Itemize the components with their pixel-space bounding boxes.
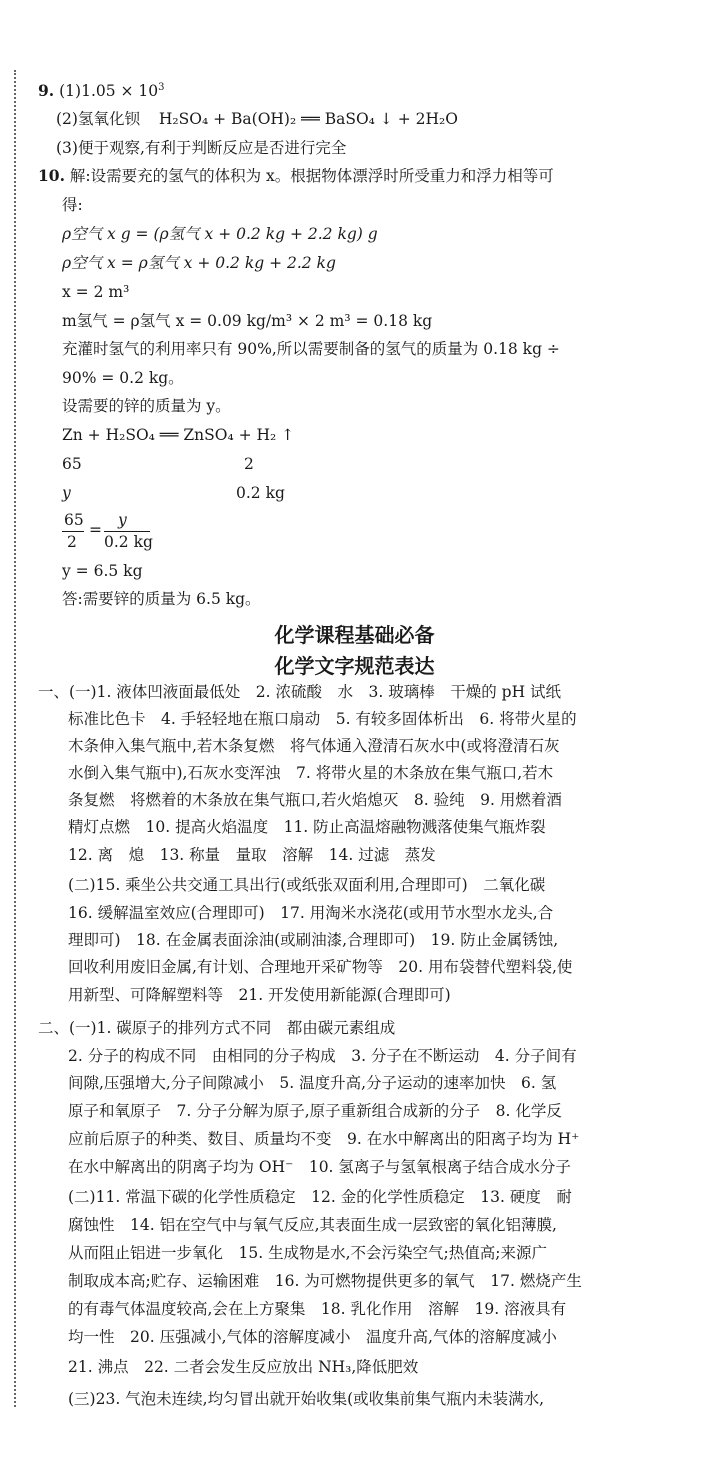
part1-line1: 一、(一)1. 液体凹液面最低处 2. 浓硫酸 水 3. 玻璃棒 干燥的 pH 试纸	[38, 683, 562, 701]
part1-line9: 16. 缓解温室效应(合理即可) 17. 用淘米水浇花(或用节水型水龙头,合	[68, 904, 554, 922]
q10-ratio-left1: 65	[62, 455, 82, 473]
fraction-bar-2	[104, 531, 150, 532]
section-subtitle: 化学文字规范表达	[274, 654, 435, 678]
part2-line3: 间隙,压强增大,分子间隙减小 5. 温度升高,分子运动的速率加快 6. 氢	[68, 1074, 557, 1092]
part2-line1: 二、(一)1. 碳原子的排列方式不同 都由碳元素组成	[38, 1019, 396, 1037]
q9-line3: (3)便于观察,有利于判断反应是否进行完全	[56, 139, 347, 157]
part2-line14: (三)23. 气泡未连续,均匀冒出就开始收集(或收集前集气瓶内未装满水,	[68, 1390, 545, 1408]
fraction-equals: =	[89, 521, 102, 539]
part1-line11: 回收利用废旧金属,有计划、合理地开采矿物等 20. 用布袋替代塑料袋,使	[68, 958, 573, 976]
q9-equation: H₂SO₄ + Ba(OH)₂ ══ BaSO₄ ↓ + 2H₂O	[158, 110, 458, 128]
q10-line1	[38, 167, 554, 186]
q10-eq1: ρ空气 x g = (ρ氢气 x + 0.2 kg + 2.2 kg) g	[62, 225, 378, 243]
fraction-numerator-1: 65	[64, 511, 84, 529]
part2-line11: 的有毒气体温度较高,会在上方聚集 18. 乳化作用 溶解 19. 溶液具有	[68, 1300, 567, 1318]
part2-line12: 均一性 20. 压强减小,气体的溶解度减小 温度升高,气体的溶解度减小	[68, 1328, 557, 1346]
part1-line8: (二)15. 乘坐公共交通工具出行(或纸张双面利用,合理即可) 二氧化碳	[68, 876, 546, 894]
part1-line12: 用新型、可降解塑料等 21. 开发使用新能源(合理即可)	[68, 986, 451, 1004]
part1-line6: 精灯点燃 10. 提高火焰温度 11. 防止高温熔融物溅落使集气瓶炸裂	[68, 818, 546, 836]
q10-result: y = 6.5 kg	[62, 562, 143, 580]
q10-para2: 90% = 0.2 kg。	[62, 369, 184, 387]
q10-para3: 设需要的锌的质量为 y。	[62, 397, 231, 415]
fraction-numerator-2: y	[118, 511, 127, 529]
q9-line1	[38, 82, 165, 101]
part2-line7: (二)11. 常温下碳的化学性质稳定 12. 金的化学性质稳定 13. 硬度 耐	[68, 1188, 572, 1206]
part1-line3: 木条伸入集气瓶中,若木条复燃 将气体通入澄清石灰水中(或将澄清石灰	[68, 737, 560, 755]
part1-line7: 12. 离 熄 13. 称量 量取 溶解 14. 过滤 蒸发	[68, 846, 436, 864]
fraction-denominator-1: 2	[67, 533, 77, 551]
part1-line10: 理即可) 18. 在金属表面涂油(或刷油漆,合理即可) 19. 防止金属锈蚀,	[68, 931, 559, 949]
part2-line9: 从而阻止铝进一步氧化 15. 生成物是水,不会污染空气;热值高;来源广	[68, 1244, 547, 1262]
q10-para1: 充灌时氢气的利用率只有 90%,所以需要制备的氢气的质量为 0.18 kg ÷	[62, 340, 560, 358]
q10-eq2: ρ空气 x = ρ氢气 x + 0.2 kg + 2.2 kg	[62, 254, 336, 272]
q9-line2	[56, 110, 458, 129]
part2-line8: 腐蚀性 14. 铝在空气中与氧气反应,其表面生成一层致密的氧化铝薄膜,	[68, 1216, 557, 1234]
part2-line6: 在水中解离出的阴离子均为 OH⁻ 10. 氢离子与氢氧根离子结合成水分子	[68, 1158, 571, 1176]
q9-number: 9.	[38, 81, 55, 101]
q10-number: 10.	[38, 166, 65, 185]
q9-part1: (1)1.05 × 10	[59, 82, 159, 101]
q10-ratio-right1: 2	[244, 455, 254, 473]
q10-answer: 答:需要锌的质量为 6.5 kg。	[62, 590, 261, 608]
q10-line2: 得:	[62, 196, 83, 214]
q10-reaction: Zn + H₂SO₄ ══ ZnSO₄ + H₂ ↑	[62, 426, 295, 444]
margin-dotted-line	[14, 70, 16, 1407]
fraction-denominator-2: 0.2 kg	[104, 533, 153, 551]
q10-eq3: x = 2 m³	[62, 283, 130, 301]
q9-exponent: 3	[158, 82, 165, 93]
fraction-bar-1	[62, 531, 84, 532]
section-title: 化学课程基础必备	[274, 623, 435, 647]
part2-line2: 2. 分子的构成不同 由相同的分子构成 3. 分子在不断运动 4. 分子间有	[68, 1047, 577, 1065]
q9-part2-label: (2)氢氧化钡	[56, 110, 140, 128]
part2-line10: 制取成本高;贮存、运输困难 16. 为可燃物提供更多的氧气 17. 燃烧产生	[68, 1272, 582, 1290]
part2-line5: 应前后原子的种类、数目、质量均不变 9. 在水中解离出的阳离子均为 H⁺	[68, 1130, 580, 1148]
part1-line4: 水倒入集气瓶中),石灰水变浑浊 7. 将带火星的木条放在集气瓶口,若木	[68, 764, 554, 782]
q10-ratio-right2: 0.2 kg	[236, 484, 285, 502]
part2-line13: 21. 沸点 22. 二者会发生反应放出 NH₃,降低肥效	[68, 1358, 419, 1376]
part1-line2: 标准比色卡 4. 手轻轻地在瓶口扇动 5. 有较多固体析出 6. 将带火星的	[68, 710, 577, 728]
q10-ratio-left2: y	[62, 484, 71, 502]
q10-text1: 解:设需要充的氢气的体积为 x。根据物体漂浮时所受重力和浮力相等可	[69, 167, 554, 185]
q10-eq4: m氢气 = ρ氢气 x = 0.09 kg/m³ × 2 m³ = 0.18 kg	[62, 312, 433, 330]
part2-line4: 原子和氧原子 7. 分子分解为原子,原子重新组合成新的分子 8. 化学反	[68, 1102, 562, 1120]
part1-line5: 条复燃 将燃着的木条放在集气瓶口,若火焰熄灭 8. 验纯 9. 用燃着酒	[68, 791, 562, 809]
